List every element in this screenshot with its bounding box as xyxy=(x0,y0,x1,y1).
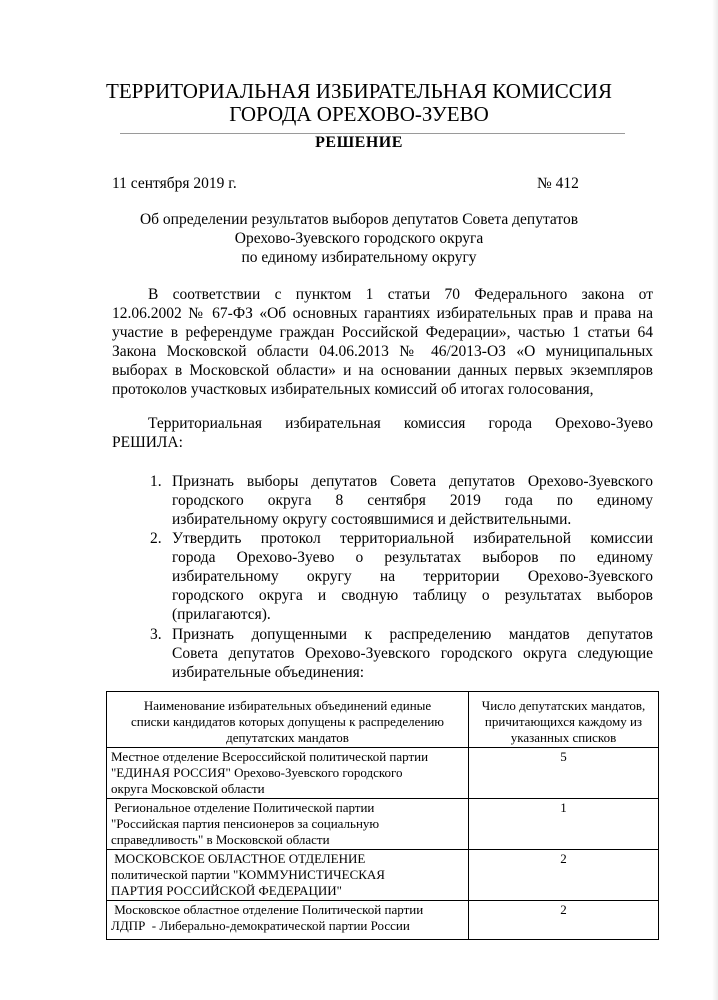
party-column-header: Наименование избирательных объединений единые списки кандидатов которых допущены к распределению депутатских мандатов xyxy=(107,692,469,748)
item-line: городского округа 8 сентября 2019 года по единому xyxy=(172,492,653,509)
table-header-row xyxy=(107,692,659,748)
item-number: 1. xyxy=(150,473,162,490)
table-row xyxy=(107,748,659,799)
item-line: Совета депутатов Орехово-Зуевского городского округа следующие xyxy=(172,645,653,662)
seats-cell: 5 xyxy=(469,748,659,799)
seats-cell: 1 xyxy=(469,799,659,850)
seats-column-header: Число депутатских мандатов, причитающихся каждому из указанных списков xyxy=(469,692,659,748)
party-name-cell: Местное отделение Всероссийской политической партии "ЕДИНАЯ РОССИЯ" Орехово-Зуевского городского округа Московской области xyxy=(107,748,469,799)
party-name-cell: МОСКОВСКОЕ ОБЛАСТНОЕ ОТДЕЛЕНИЕ политической партии "КОММУНИСТИЧЕСКАЯ ПАРТИЯ РОССИЙСКОЙ ФЕДЕРАЦИИ" xyxy=(107,850,469,901)
decision-date: 11 сентября 2019 г. xyxy=(112,175,237,192)
table-row xyxy=(107,850,659,901)
item-line: Признать допущенными к распределению мандатов депутатов xyxy=(172,626,653,643)
subject-line: по единому избирательному округу xyxy=(241,249,477,266)
party-name-cell: Региональное отделение Политической партии "Российская партия пенсионеров за социальную справедливость" в Московской области xyxy=(107,799,469,850)
party-name-cell: Московское областное отделение Политической партии ЛДПР - Либерально-демократической партии России xyxy=(107,901,469,940)
table-row xyxy=(107,901,659,940)
item-line: избирательному округу состоявшимися и действительными. xyxy=(172,511,572,528)
item-number: 3. xyxy=(150,626,162,643)
item-line: города Орехово-Зуево о результатах выборов по единому xyxy=(172,549,653,566)
item-line: Утвердить протокол территориальной избирательной комиссии xyxy=(172,530,653,547)
decision-number: № 412 xyxy=(537,175,579,192)
seats-cell: 2 xyxy=(469,901,659,940)
resolved-heading: РЕШИЛА: xyxy=(112,434,183,451)
item-line: Признать выборы депутатов Совета депутатов Орехово-Зуевского xyxy=(172,473,653,490)
table-row xyxy=(107,799,659,850)
document-type-title: РЕШЕНИЕ xyxy=(315,134,403,151)
mandates-table xyxy=(106,691,659,940)
preamble-line: В соответствии с пунктом 1 статьи 70 Федерального закона от xyxy=(148,286,653,303)
preamble-line: выборах в Московской области» и на основании данных первых экземпляров xyxy=(112,362,653,379)
subject-line: Орехово-Зуевского городского округа xyxy=(234,230,484,247)
subject-line: Об определении результатов выборов депутатов Совета депутатов xyxy=(139,211,579,228)
preamble-line: 12.06.2002 № 67-ФЗ «Об основных гарантиях избирательных прав и права на xyxy=(112,305,653,322)
item-line: избирательному округу на территории Орехово-Зуевского xyxy=(172,568,653,585)
item-line: избирательные объединения: xyxy=(172,664,365,681)
commission-name-line1: ТЕРРИТОРИАЛЬНАЯ ИЗБИРАТЕЛЬНАЯ КОМИССИЯ xyxy=(106,79,612,103)
preamble-line: Закона Московской области 04.06.2013 № 46/2013-ОЗ «О муниципальных xyxy=(112,343,653,360)
item-line: городского округа и сводную таблицу о результатах выборов xyxy=(172,587,653,604)
preamble-line: протоколов участковых избирательных комиссий об итогах голосования, xyxy=(112,381,594,398)
item-line: (прилагаются). xyxy=(172,606,271,623)
preamble-line: участие в референдуме граждан Российской Федерации», частью 1 статьи 64 xyxy=(112,324,653,341)
item-number: 2. xyxy=(150,530,162,547)
commission-name-line2: ГОРОДА ОРЕХОВО-ЗУЕВО xyxy=(229,102,489,126)
resolved-line: Территориальная избирательная комиссия города Орехово-Зуево xyxy=(148,415,653,432)
seats-cell: 2 xyxy=(469,850,659,901)
